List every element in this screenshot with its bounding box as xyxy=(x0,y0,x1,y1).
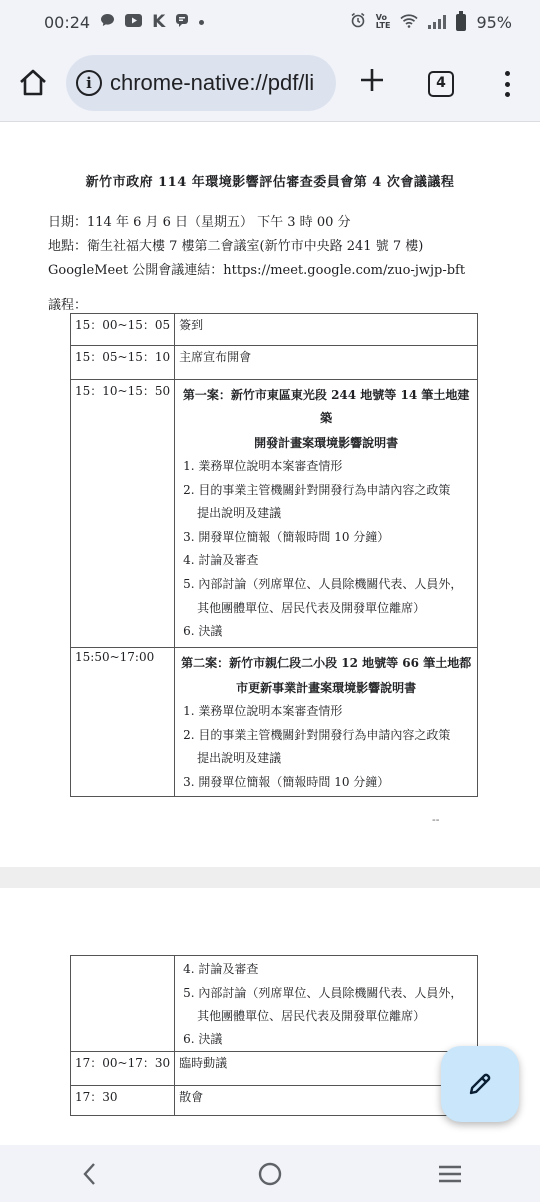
system-nav-bar xyxy=(0,1145,540,1202)
signal-icon xyxy=(428,15,446,29)
home-button[interactable] xyxy=(16,66,50,100)
wifi-icon xyxy=(400,13,418,32)
recents-lines-icon xyxy=(437,1163,463,1185)
agenda-item: 主席宣布開會 xyxy=(175,346,478,380)
chat-icon xyxy=(100,13,115,31)
case-1-step: 2. 目的事業主管機關針對開發行為申請內容之政策 xyxy=(183,482,451,497)
case-1-step: 其他團體單位、居民代表及開發單位離席） xyxy=(197,600,426,615)
tab-switcher-button[interactable]: 4 xyxy=(428,71,454,97)
document-title: 新竹市政府 114 年環境影響評估審查委員會第 4 次會議議程 xyxy=(85,175,455,190)
table-row xyxy=(71,380,478,648)
agenda-time: 17：00~17：30 xyxy=(71,1051,175,1085)
agenda-time: 15：00~15：05 xyxy=(71,314,175,346)
table-row xyxy=(71,956,478,1052)
alarm-icon xyxy=(350,12,366,32)
info-icon[interactable]: i xyxy=(76,70,102,96)
volte-icon: Vo LTE xyxy=(375,13,391,30)
browser-toolbar xyxy=(0,44,540,122)
case-2-step: 4. 討論及審查 xyxy=(183,962,259,976)
agenda-time: 15:50~17:00 xyxy=(71,648,175,797)
page-mark: -- xyxy=(432,813,440,826)
case-1-step: 1. 業務單位說明本案審查情形 xyxy=(183,459,343,473)
pdf-viewer[interactable] xyxy=(0,123,540,1145)
agenda-item: 散會 xyxy=(175,1085,478,1115)
youtube-icon xyxy=(125,14,142,31)
more-notifications-dot xyxy=(199,20,204,25)
recents-button[interactable] xyxy=(430,1154,470,1194)
back-button[interactable] xyxy=(70,1154,110,1194)
home-circle-icon xyxy=(257,1161,283,1187)
message-icon xyxy=(175,13,189,31)
agenda-item: 簽到 xyxy=(175,314,478,346)
status-bar xyxy=(0,0,540,44)
agenda-time-empty xyxy=(71,956,175,1052)
address-bar[interactable] xyxy=(66,55,336,111)
edit-pencil-icon xyxy=(466,1070,494,1098)
table-row xyxy=(71,1085,478,1115)
url-text[interactable]: chrome-native://pdf/li xyxy=(110,70,315,95)
case-1-title-line-2: 開發計畫案環境影響說明書 xyxy=(254,436,399,450)
plus-icon xyxy=(358,66,386,94)
agenda-table xyxy=(70,313,478,797)
case-2-step: 提出說明及建議 xyxy=(197,751,282,766)
status-right xyxy=(350,12,512,32)
agenda-table-continued xyxy=(70,955,478,1116)
edit-fab-button[interactable] xyxy=(441,1046,519,1122)
case-2-step: 5. 內部討論（列席單位、人員除機關代表、人員外， xyxy=(183,985,463,1000)
case-1-step: 6. 決議 xyxy=(183,624,223,639)
case-2-step: 3. 開發單位簡報（簡報時間 10 分鐘） xyxy=(183,774,390,789)
case-1-step: 提出說明及建議 xyxy=(197,506,282,521)
case-1-step: 5. 內部討論（列席單位、人員除機關代表、人員外， xyxy=(183,576,463,591)
battery-percent: 95% xyxy=(476,12,512,32)
table-row xyxy=(71,314,478,346)
more-menu-button[interactable] xyxy=(496,68,518,100)
k-app-icon: K xyxy=(152,12,166,32)
agenda-time: 15：05~15：10 xyxy=(71,346,175,380)
table-row xyxy=(71,346,478,380)
agenda-label: 議程： xyxy=(48,298,88,313)
back-chevron-icon xyxy=(79,1161,101,1187)
case-1-step: 3. 開發單位簡報（簡報時間 10 分鐘） xyxy=(183,529,390,544)
case-1-title-line-1: 第一案：新竹市東區東光段 244 地號等 14 筆土地建築 xyxy=(182,388,470,425)
case-1-step: 4. 討論及審查 xyxy=(183,553,259,568)
agenda-item: 臨時動議 xyxy=(175,1051,478,1085)
table-row xyxy=(71,1051,478,1085)
new-tab-button[interactable] xyxy=(356,66,388,100)
case-2-step: 其他團體單位、居民代表及開發單位離席） xyxy=(197,1009,426,1024)
case-2-step: 6. 決議 xyxy=(183,1031,223,1046)
home-nav-button[interactable] xyxy=(250,1154,290,1194)
table-row xyxy=(71,648,478,797)
meeting-location: 地點：衛生社福大樓 7 樓第二會議室(新竹市中央路 241 號 7 樓) xyxy=(48,239,424,254)
meeting-date: 日期：114 年 6 月 6 日（星期五） 下午 3 時 00 分 xyxy=(48,215,351,230)
agenda-item-case-2-continued xyxy=(175,956,478,1052)
case-2-title-line-2: 市更新事業計畫案環境影響說明書 xyxy=(236,681,417,695)
agenda-time: 17：30 xyxy=(71,1085,175,1115)
status-left xyxy=(44,12,204,32)
home-icon xyxy=(16,66,50,100)
agenda-item-case-2 xyxy=(175,648,478,797)
case-2-step: 1. 業務單位說明本案審查情形 xyxy=(183,704,343,718)
meet-link: GoogleMeet 公開會議連結：https://meet.google.com/zuo-jwjp-bft xyxy=(48,263,466,278)
case-2-step: 2. 目的事業主管機關針對開發行為申請內容之政策 xyxy=(183,727,451,742)
case-2-title-line-1: 第二案：新竹市親仁段二小段 12 地號等 66 筆土地都 xyxy=(181,656,472,670)
status-time: 00:24 xyxy=(44,12,91,32)
pdf-page-1 xyxy=(0,123,540,867)
agenda-item-case-1 xyxy=(175,380,478,648)
battery-icon xyxy=(456,14,466,31)
more-vert-icon xyxy=(505,71,510,76)
agenda-time: 15：10~15：50 xyxy=(71,380,175,648)
